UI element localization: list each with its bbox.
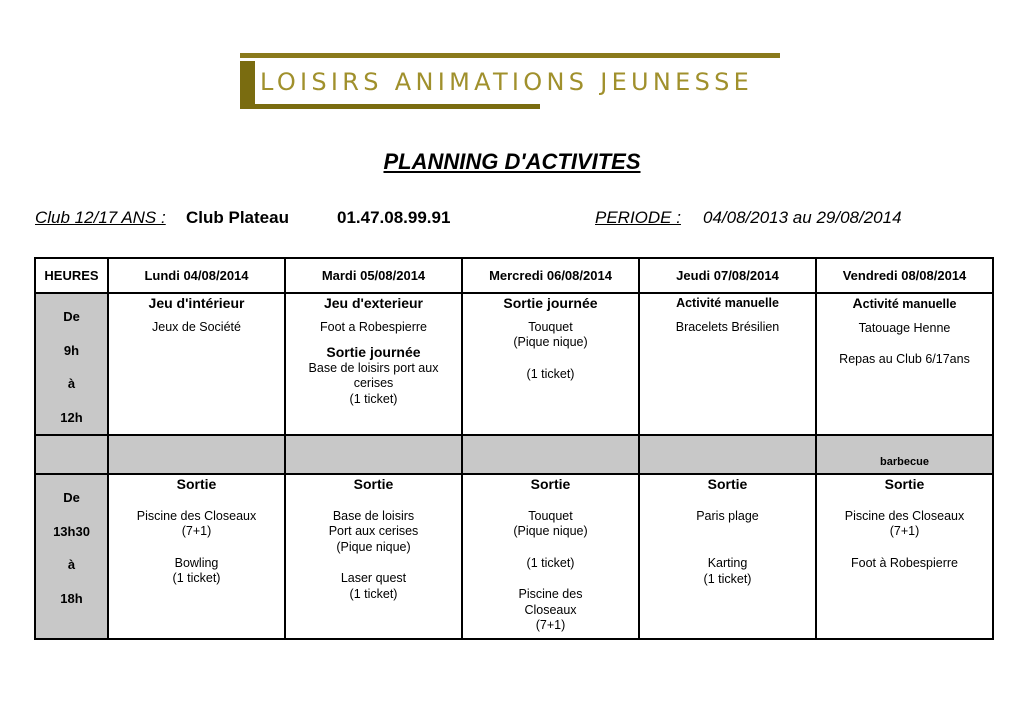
activity-line: Laser quest — [340, 571, 407, 585]
activity-line: (1 ticket) — [349, 391, 398, 406]
activity-line: (Pique nique) — [336, 539, 411, 554]
activity-line: Tatouage Henne — [858, 320, 951, 335]
afternoon-row — [35, 474, 993, 639]
activity-line: (Pique nique) — [513, 335, 588, 349]
activity-line: Piscine des Closeaux — [844, 508, 965, 523]
activity-line: Touquet — [528, 319, 573, 334]
activity-title: Sortie — [884, 476, 925, 492]
activity-line: Jeux de Société — [152, 319, 241, 334]
activity-title: Sortie journée — [326, 344, 421, 360]
cell-morning-jeudi — [639, 293, 816, 435]
activity-line: (7+1) — [889, 524, 920, 538]
cell-afternoon-mercredi — [462, 474, 639, 639]
cell-morning-mardi — [285, 293, 462, 435]
activity-line: (7+1) — [181, 524, 212, 538]
activity-line: (1 ticket) — [172, 571, 221, 585]
activity-line: Touquet — [528, 508, 573, 523]
activity-line: (1 ticket) — [526, 555, 575, 570]
header-row — [35, 258, 993, 293]
activity-title-rest: ctivité manuelle — [862, 297, 957, 311]
header-mercredi: Mercredi 06/08/2014 — [462, 258, 639, 293]
period-label: PERIODE : — [595, 208, 681, 227]
cell-lunch-mercredi — [462, 435, 639, 474]
header-heures: HEURES — [35, 258, 108, 293]
activity-line: Karting — [707, 556, 748, 570]
activity-line: (7+1) — [535, 618, 566, 632]
activity-line: Port aux cerises — [328, 524, 419, 538]
activity-line: cerises — [353, 376, 394, 390]
header-jeudi: Jeudi 07/08/2014 — [639, 258, 816, 293]
hour-label: 9h — [63, 342, 80, 358]
logo — [240, 53, 782, 111]
activity-line: (1 ticket) — [349, 586, 398, 601]
header-lundi: Lundi 04/08/2014 — [108, 258, 285, 293]
hour-label: à — [67, 557, 76, 572]
club-label: Club 12/17 ANS : — [35, 208, 166, 227]
activity-title: Activité manuelle — [676, 296, 779, 310]
activity-table — [34, 257, 994, 640]
activity-line: Closeaux — [524, 602, 577, 617]
cell-lunch-vendredi: barbecue — [816, 435, 993, 474]
morning-hours — [35, 293, 108, 435]
activity-line: Foot à Robespierre — [850, 555, 958, 570]
cell-morning-mercredi — [462, 293, 639, 435]
hour-label: De — [63, 490, 80, 505]
activity-line: Foot a Robespierre — [319, 319, 427, 334]
activity-title: Sortie — [530, 476, 571, 492]
period-dates: 04/08/2013 au 29/08/2014 — [703, 208, 902, 227]
header-mardi: Mardi 05/08/2014 — [285, 258, 462, 293]
header-vendredi: Vendredi 08/08/2014 — [816, 258, 993, 293]
cell-afternoon-mardi — [285, 474, 462, 639]
activity-line: Piscine des Closeaux — [136, 508, 257, 523]
cell-lunch-mardi — [285, 435, 462, 474]
activity-line: Piscine des — [518, 587, 583, 601]
cell-lunch-lundi — [108, 435, 285, 474]
activity-line: Repas au Club 6/17ans — [839, 352, 970, 366]
hour-label: De — [63, 309, 80, 324]
activity-line: Bracelets Brésilien — [675, 319, 780, 334]
hour-label: à — [67, 376, 76, 391]
afternoon-hours — [35, 474, 108, 639]
activity-title: Jeu d'intérieur — [148, 295, 245, 311]
activity-line: (Pique nique) — [513, 524, 588, 538]
hour-label: 13h30 — [53, 523, 90, 539]
activity-title-initial: A — [852, 295, 863, 311]
cell-morning-lundi — [108, 293, 285, 435]
activity-title: Jeu d'exterieur — [323, 295, 424, 311]
lunch-hours — [35, 435, 108, 474]
activity-line: Base de loisirs — [332, 508, 415, 523]
activity-title — [817, 296, 992, 313]
hour-label: 18h — [60, 590, 83, 606]
activity-line: Base de loisirs port aux — [308, 360, 439, 375]
hour-label: 12h — [60, 409, 83, 425]
club-phone: 01.47.08.99.91 — [337, 208, 451, 227]
logo-text: LOISIRS ANIMATIONS JEUNESSE — [260, 68, 754, 96]
cell-afternoon-lundi — [108, 474, 285, 639]
morning-row — [35, 293, 993, 435]
cell-morning-vendredi — [816, 293, 993, 435]
club-name: Club Plateau — [186, 208, 289, 227]
activity-line: Paris plage — [696, 508, 759, 523]
cell-afternoon-jeudi — [639, 474, 816, 639]
activity-title: Sortie journée — [503, 295, 598, 311]
lunch-row — [35, 435, 993, 474]
page-title: PLANNING D'ACTIVITES — [383, 149, 641, 174]
cell-lunch-jeudi — [639, 435, 816, 474]
activity-title: Sortie — [707, 476, 748, 492]
cell-afternoon-vendredi — [816, 474, 993, 639]
logo-bar-left — [240, 61, 255, 108]
activity-line: (1 ticket) — [526, 366, 575, 381]
activity-line: (1 ticket) — [703, 571, 752, 586]
activity-title: Sortie — [353, 476, 394, 492]
activity-title: Sortie — [176, 476, 217, 492]
logo-bar-bottom — [240, 104, 540, 109]
activity-line: Bowling — [174, 555, 219, 570]
logo-bar-top — [240, 53, 780, 58]
